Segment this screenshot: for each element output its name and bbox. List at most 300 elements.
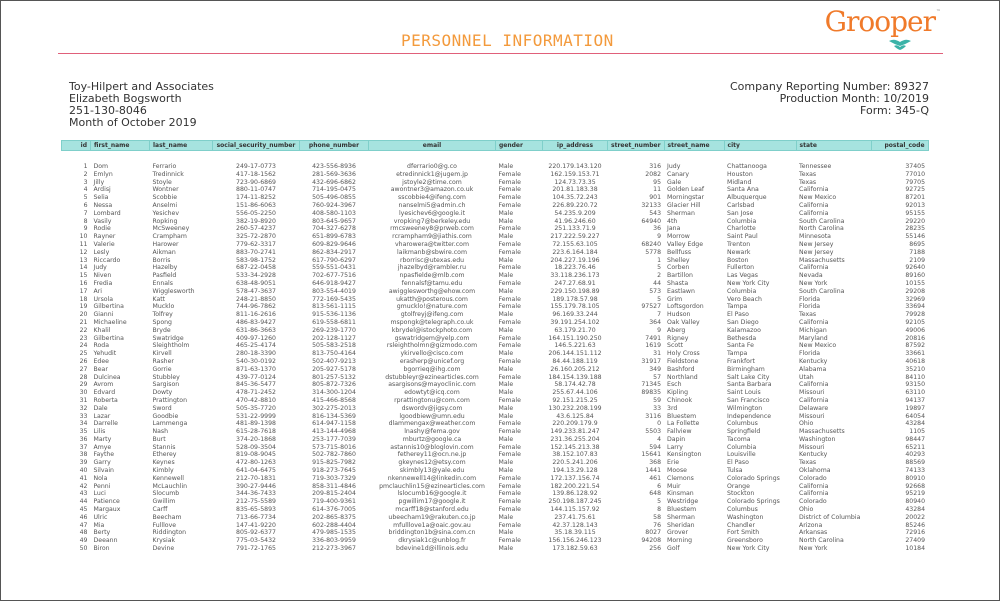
cell-first-name: Niven bbox=[93, 272, 112, 280]
cell-email: dferrario0@g.co bbox=[407, 163, 457, 170]
cell-email: pgwillim17@google.it bbox=[398, 498, 466, 506]
cell-city: Greensboro bbox=[727, 537, 763, 545]
cell-phone-number: 573-715-8016 bbox=[312, 443, 356, 451]
cell-gender: Female bbox=[498, 498, 521, 506]
table-row bbox=[62, 413, 929, 421]
cell-state: Missouri bbox=[799, 412, 825, 420]
cell-last-name: Wontner bbox=[152, 186, 179, 194]
cell-street-name: Oak Valley bbox=[667, 318, 700, 326]
cell-postal-code: 80910 bbox=[905, 474, 926, 482]
cell-state: Texas bbox=[799, 459, 817, 467]
cell-phone-number: 479-985-1535 bbox=[312, 529, 356, 537]
cell-street-number: 573 bbox=[649, 287, 662, 295]
cell-phone-number: 617-790-6297 bbox=[312, 256, 356, 264]
cell-postal-code: 40618 bbox=[905, 357, 926, 365]
cell-state: Arizona bbox=[799, 521, 823, 529]
cell-id: 46 bbox=[79, 513, 88, 521]
cell-street-name: Morrow bbox=[667, 233, 690, 241]
column-header-state: state bbox=[796, 141, 871, 151]
cell-state: California bbox=[799, 396, 829, 404]
cell-postal-code: 79705 bbox=[905, 178, 926, 186]
cell-phone-number: 862-834-2917 bbox=[312, 248, 356, 256]
cell-ip-address: 220.209.179.9 bbox=[552, 420, 598, 428]
cell-street-number: 5503 bbox=[645, 428, 662, 436]
cell-gender: Female bbox=[498, 186, 521, 194]
column-header-email: email bbox=[369, 141, 496, 151]
cell-city: Kalamazoo bbox=[727, 326, 761, 334]
cell-phone-number: 858-311-4846 bbox=[312, 482, 356, 490]
cell-email: dkrysiak1c@unblog.fr bbox=[398, 537, 466, 545]
cell-postal-code: 93150 bbox=[905, 381, 926, 389]
cell-street-name: 3rd bbox=[667, 404, 678, 412]
cell-social-security-number: 439-77-0124 bbox=[236, 373, 276, 381]
cell-postal-code: 80940 bbox=[905, 498, 926, 506]
cell-ip-address: 156.156.246.123 bbox=[548, 537, 602, 545]
cell-last-name: Keynes bbox=[152, 459, 175, 467]
cell-social-security-number: 505-35-7720 bbox=[236, 404, 276, 412]
cell-gender: Female bbox=[498, 506, 521, 514]
cell-ip-address: 104.35.72.243 bbox=[552, 194, 598, 202]
cell-first-name: Berty bbox=[93, 529, 111, 537]
cell-social-security-number: 344-36-7433 bbox=[236, 490, 276, 498]
logo-brand bbox=[825, 7, 941, 37]
cell-city: Saint Paul bbox=[727, 233, 758, 241]
cell-id: 8 bbox=[83, 217, 88, 225]
cell-state: New Mexico bbox=[799, 194, 837, 202]
cell-street-name: Kensington bbox=[667, 451, 702, 459]
cell-postal-code: 10155 bbox=[905, 279, 926, 287]
cell-street-name: Shasta bbox=[667, 279, 689, 287]
cell-social-security-number: 779-62-3317 bbox=[236, 240, 276, 248]
cell-first-name: Ardisj bbox=[93, 186, 111, 194]
cell-social-security-number: 481-89-1398 bbox=[236, 420, 276, 428]
header-divider bbox=[58, 53, 943, 54]
cell-street-name: Chinook bbox=[667, 396, 693, 404]
cell-last-name: Gwillim bbox=[152, 498, 176, 506]
cell-first-name: Fredia bbox=[93, 279, 113, 287]
cell-id: 14 bbox=[79, 264, 88, 272]
cell-first-name: Lombard bbox=[93, 209, 121, 217]
cell-street-number: 11 bbox=[653, 186, 662, 194]
table-row bbox=[62, 381, 929, 389]
cell-state: California bbox=[799, 201, 829, 209]
cell-first-name: Marty bbox=[93, 435, 112, 443]
cell-last-name: Burt bbox=[152, 435, 166, 443]
column-header-gender: gender bbox=[496, 141, 543, 151]
cell-social-security-number: 811-16-2616 bbox=[236, 311, 276, 319]
cell-street-number: 8027 bbox=[645, 529, 662, 537]
cell-state: California bbox=[799, 318, 829, 326]
cell-city: Houston bbox=[727, 170, 753, 178]
cell-street-number: 15641 bbox=[641, 451, 662, 459]
cell-state: Massachusetts bbox=[799, 428, 845, 436]
cell-first-name: Nola bbox=[93, 474, 108, 482]
cell-gender: Male bbox=[498, 435, 514, 443]
cell-state: Florida bbox=[799, 303, 821, 311]
cell-phone-number: 719-400-9361 bbox=[312, 498, 356, 506]
table-header-row bbox=[62, 141, 929, 151]
cell-street-name: Judy bbox=[667, 163, 681, 170]
cell-ip-address: 26.160.205.212 bbox=[550, 365, 600, 373]
cell-ip-address: 229.150.198.89 bbox=[550, 287, 600, 295]
cell-city: Chattanooga bbox=[727, 163, 767, 170]
cell-last-name: McLauchlin bbox=[152, 482, 188, 490]
cell-id: 9 bbox=[83, 225, 88, 233]
cell-street-number: 6 bbox=[657, 482, 662, 490]
cell-id: 47 bbox=[79, 521, 88, 529]
cell-ip-address: 139.86.128.92 bbox=[552, 490, 598, 498]
cell-email: rsleightholmn@gizmodo.com bbox=[386, 342, 478, 350]
cell-city: Independence bbox=[727, 412, 772, 420]
cell-id: 34 bbox=[79, 420, 88, 428]
cell-social-security-number: 147-41-9220 bbox=[236, 521, 276, 529]
cell-city: Fort Smith bbox=[727, 529, 760, 537]
cell-state: Kentucky bbox=[799, 357, 828, 365]
company-info bbox=[69, 81, 214, 129]
cell-gender: Male bbox=[498, 287, 514, 295]
cell-street-number: 1619 bbox=[645, 342, 662, 350]
cell-gender: Male bbox=[498, 256, 514, 264]
cell-postal-code: 85246 bbox=[905, 521, 926, 529]
cell-first-name: Lilis bbox=[93, 428, 106, 436]
cell-city: Newark bbox=[727, 248, 751, 256]
personnel-table bbox=[61, 140, 929, 553]
cell-ip-address: 146.5.221.63 bbox=[554, 342, 596, 350]
cell-state: Minnesota bbox=[799, 233, 831, 241]
cell-id: 42 bbox=[79, 482, 88, 490]
table-row bbox=[62, 296, 929, 304]
cell-ip-address: 124.73.73.35 bbox=[554, 178, 596, 186]
cell-gender: Male bbox=[498, 545, 514, 553]
logo-waves-icon bbox=[887, 38, 913, 50]
cell-last-name: Gorrie bbox=[152, 365, 172, 373]
cell-id: 50 bbox=[79, 545, 88, 553]
cell-first-name: Dulcinea bbox=[93, 373, 121, 381]
cell-phone-number: 805-872-7326 bbox=[312, 381, 356, 389]
table-row bbox=[62, 428, 929, 436]
cell-postal-code: 33694 bbox=[905, 303, 926, 311]
table-row bbox=[62, 194, 929, 202]
cell-email: dlammengax@weather.com bbox=[388, 420, 476, 428]
cell-email: rcrampham9@jiathis.com bbox=[392, 233, 472, 241]
cell-phone-number: 915-536-1136 bbox=[312, 311, 356, 319]
cell-id: 19 bbox=[79, 303, 88, 311]
cell-street-number: 9 bbox=[657, 326, 662, 334]
cell-phone-number: 415-466-8568 bbox=[312, 396, 356, 404]
cell-last-name: Lammenga bbox=[152, 420, 188, 428]
cell-street-number: 0 bbox=[657, 420, 662, 428]
cell-social-security-number: 390-27-9446 bbox=[236, 482, 276, 490]
cell-id: 20 bbox=[79, 311, 88, 319]
cell-phone-number: 202-865-8375 bbox=[312, 513, 356, 521]
cell-city: Washington bbox=[727, 513, 764, 521]
cell-phone-number: 336-803-9959 bbox=[312, 537, 356, 545]
cell-postal-code: 92013 bbox=[905, 201, 926, 209]
cell-email: dswordv@jigsy.com bbox=[401, 404, 463, 412]
table-row bbox=[62, 179, 929, 187]
cell-state: Texas bbox=[799, 170, 817, 178]
table-row bbox=[62, 257, 929, 265]
cell-id: 31 bbox=[79, 396, 88, 404]
cell-gender: Male bbox=[498, 389, 514, 397]
cell-postal-code: 43284 bbox=[905, 506, 926, 514]
cell-gender: Male bbox=[498, 459, 514, 467]
cell-city: Louisville bbox=[727, 451, 756, 459]
cell-street-name: Corben bbox=[667, 264, 690, 272]
cell-street-number: 3116 bbox=[645, 412, 662, 420]
cell-street-number: 9 bbox=[657, 233, 662, 241]
cell-phone-number: 602-288-4404 bbox=[312, 521, 356, 529]
cell-city: Santa Barbara bbox=[727, 381, 772, 389]
cell-city: Columbia bbox=[727, 287, 757, 295]
cell-social-security-number: 805-92-6377 bbox=[236, 529, 276, 537]
cell-id: 29 bbox=[79, 381, 88, 389]
company-name: Toy-Hilpert and Associates bbox=[69, 80, 214, 93]
cell-phone-number: 269-239-1770 bbox=[312, 326, 356, 334]
cell-street-number: 32133 bbox=[641, 201, 662, 209]
page-title: PERSONNEL INFORMATION bbox=[401, 31, 614, 50]
cell-city: Vero Beach bbox=[727, 295, 762, 303]
cell-email: skimbly13@yale.edu bbox=[399, 467, 465, 475]
cell-city: Columbus bbox=[727, 420, 758, 428]
cell-gender: Male bbox=[498, 233, 514, 241]
cell-social-security-number: 791-72-1765 bbox=[236, 545, 276, 553]
table-row bbox=[62, 475, 929, 483]
cell-state: Missouri bbox=[799, 389, 825, 397]
cell-state: Kentucky bbox=[799, 451, 828, 459]
table-row bbox=[62, 350, 929, 358]
cell-first-name: Margaux bbox=[93, 506, 121, 514]
cell-city: Chandler bbox=[727, 521, 755, 529]
cell-street-name: Erie bbox=[667, 459, 680, 467]
cell-email: kbrydel@istockphoto.com bbox=[391, 326, 473, 334]
cell-gender: Female bbox=[498, 342, 521, 350]
cell-gender: Female bbox=[498, 178, 521, 186]
cell-email: lyesichev6@google.it bbox=[398, 209, 466, 217]
report-info bbox=[730, 81, 929, 117]
cell-social-security-number: 472-80-1263 bbox=[236, 459, 276, 467]
cell-street-name: Jana bbox=[667, 225, 681, 233]
column-header-phone-number: phone_number bbox=[300, 141, 369, 151]
cell-social-security-number: 374-20-1868 bbox=[236, 435, 276, 443]
cell-last-name: Sleightholm bbox=[152, 342, 190, 350]
cell-email: lgoodbiew@umn.edu bbox=[399, 412, 465, 420]
cell-street-number: 89835 bbox=[641, 389, 662, 397]
cell-email: mspongk@telegraph.co.uk bbox=[390, 318, 474, 326]
cell-email: mfulllove1a@oaic.gov.au bbox=[393, 521, 471, 529]
cell-city: Bethesda bbox=[727, 334, 757, 342]
cell-city: Springfield bbox=[727, 428, 761, 436]
contact-phone: 251-130-8046 bbox=[69, 104, 147, 117]
cell-state: Texas bbox=[799, 311, 817, 319]
cell-postal-code: 95219 bbox=[905, 490, 926, 498]
cell-email: ykirvello@cisco.com bbox=[400, 350, 464, 358]
cell-email: ubeecham19@rakuten.co.jp bbox=[388, 513, 476, 521]
cell-last-name: McSweeney bbox=[152, 225, 190, 233]
cell-social-security-number: 533-34-2928 bbox=[236, 272, 276, 280]
cell-postal-code: 84110 bbox=[905, 373, 926, 381]
cell-city: Tacoma bbox=[727, 435, 751, 443]
table-row bbox=[62, 327, 929, 335]
cell-first-name: Rayner bbox=[93, 233, 116, 241]
cell-email: awontner3@amazon.co.uk bbox=[390, 186, 474, 194]
cell-state: New Jersey bbox=[799, 240, 834, 248]
cell-gender: Female bbox=[498, 240, 521, 248]
cell-phone-number: 281-569-3636 bbox=[312, 170, 356, 178]
cell-social-security-number: 478-71-2452 bbox=[236, 389, 276, 397]
cell-gender: Male bbox=[498, 217, 514, 225]
table-row bbox=[62, 342, 929, 350]
cell-email: etredinnick1@jugem.jp bbox=[396, 170, 468, 178]
cell-gender: Female bbox=[498, 279, 521, 287]
cell-street-name: Sherman bbox=[667, 209, 695, 217]
cell-state: Utah bbox=[799, 373, 814, 381]
cell-ip-address: 182.200.221.54 bbox=[550, 482, 600, 490]
cell-city: Orange bbox=[727, 482, 750, 490]
cell-postal-code: 92668 bbox=[905, 482, 926, 490]
cell-ip-address: 33.118.236.173 bbox=[550, 272, 600, 280]
cell-city: Columbia bbox=[727, 217, 757, 225]
cell-last-name: Yesichev bbox=[152, 209, 179, 217]
cell-first-name: Luci bbox=[93, 490, 106, 498]
table-row bbox=[62, 319, 929, 327]
cell-gender: Female bbox=[498, 396, 521, 404]
cell-social-security-number: 641-04-6475 bbox=[236, 467, 276, 475]
cell-street-name: Gale bbox=[667, 178, 682, 186]
cell-email: mburtz@google.ca bbox=[402, 435, 462, 443]
cell-id: 37 bbox=[79, 443, 88, 451]
cell-city: San Jose bbox=[727, 209, 754, 217]
cell-ip-address: 237.41.75.61 bbox=[554, 513, 596, 521]
cell-phone-number: 918-273-7645 bbox=[312, 467, 356, 475]
cell-social-security-number: 631-86-3663 bbox=[236, 326, 276, 334]
cell-ip-address: 41.96.246.60 bbox=[554, 217, 596, 225]
cell-email: awigglesworthg@ehow.com bbox=[388, 287, 476, 295]
cell-ip-address: 144.115.157.92 bbox=[550, 506, 600, 514]
cell-ip-address: 39.191.254.102 bbox=[550, 318, 600, 326]
cell-postal-code: 33661 bbox=[905, 350, 926, 358]
cell-street-number: 1441 bbox=[645, 467, 662, 475]
cell-phone-number: 212-273-3967 bbox=[312, 545, 356, 553]
cell-phone-number: 915-825-7982 bbox=[312, 459, 356, 467]
cell-email: mcarff18@stanford.edu bbox=[395, 506, 469, 514]
contact-name: Elizabeth Bogsworth bbox=[69, 92, 182, 105]
cell-street-name: Westridge bbox=[667, 498, 699, 506]
cell-street-number: 5 bbox=[657, 295, 662, 303]
cell-state: District of Columbia bbox=[799, 513, 861, 521]
cell-id: 18 bbox=[79, 295, 88, 303]
cell-postal-code: 95155 bbox=[905, 209, 926, 217]
cell-street-name: Scott bbox=[667, 342, 683, 350]
cell-street-name: Dapin bbox=[667, 435, 686, 443]
cell-ip-address: 54.235.9.209 bbox=[554, 209, 596, 217]
cell-email: bgorrieq@ihg.com bbox=[403, 365, 461, 373]
cell-phone-number: 314-300-1204 bbox=[312, 389, 356, 397]
cell-phone-number: 505-496-0855 bbox=[312, 194, 356, 202]
cell-first-name: Riccardo bbox=[93, 256, 121, 264]
cell-gender: Female bbox=[498, 428, 521, 436]
cell-street-name: Northland bbox=[667, 373, 698, 381]
cell-street-name: Bartillon bbox=[667, 272, 693, 280]
cell-ip-address: 231.36.255.204 bbox=[550, 435, 600, 443]
cell-phone-number: 205-927-5178 bbox=[312, 365, 356, 373]
table-row bbox=[62, 514, 929, 522]
cell-email: jstoyle2@time.com bbox=[402, 178, 462, 186]
cell-id: 10 bbox=[79, 233, 88, 241]
cell-street-number: 461 bbox=[649, 474, 662, 482]
cell-id: 1 bbox=[83, 163, 88, 170]
cell-city: Tulsa bbox=[727, 467, 743, 475]
table-row bbox=[62, 241, 929, 249]
cell-city: San Francisco bbox=[727, 396, 770, 404]
cell-ip-address: 220.179.143.120 bbox=[548, 163, 602, 170]
cell-social-security-number: 775-03-5432 bbox=[236, 537, 276, 545]
cell-ip-address: 18.223.76.46 bbox=[554, 264, 596, 272]
cell-id: 41 bbox=[79, 474, 88, 482]
cell-last-name: Prattington bbox=[152, 396, 188, 404]
table-spacer bbox=[62, 151, 929, 164]
table-row bbox=[62, 358, 929, 366]
cell-street-name: Grover bbox=[667, 529, 689, 537]
cell-email: lnashy@fema.gov bbox=[404, 428, 460, 436]
cell-last-name: Sargison bbox=[152, 381, 180, 389]
cell-last-name: Beecham bbox=[152, 513, 182, 521]
cell-id: 15 bbox=[79, 272, 88, 280]
cell-street-name: Esch bbox=[667, 381, 682, 389]
cell-social-security-number: 151-86-6063 bbox=[236, 201, 276, 209]
cell-postal-code: 64054 bbox=[905, 412, 926, 420]
table-row bbox=[62, 288, 929, 296]
cell-street-number: 648 bbox=[649, 490, 662, 498]
cell-last-name: Pasfield bbox=[152, 272, 177, 280]
cell-street-name: Clemons bbox=[667, 474, 694, 482]
cell-phone-number: 505-583-2518 bbox=[312, 342, 356, 350]
cell-ip-address: 43.6.125.84 bbox=[556, 412, 594, 420]
cell-state: New York bbox=[799, 279, 828, 287]
cell-gender: Female bbox=[498, 482, 521, 490]
cell-street-name: Loftsgordon bbox=[667, 303, 704, 311]
cell-first-name: Amye bbox=[93, 443, 112, 451]
cell-street-number: 2 bbox=[657, 272, 662, 280]
cell-street-name: Eastlawn bbox=[667, 287, 695, 295]
cell-ip-address: 201.81.183.38 bbox=[552, 186, 598, 194]
cell-id: 11 bbox=[79, 240, 88, 248]
cell-street-name: 4th bbox=[667, 217, 678, 225]
cell-social-security-number: 819-08-9045 bbox=[236, 451, 276, 459]
cell-ip-address: 251.133.71.9 bbox=[554, 225, 596, 233]
cell-street-number: 94208 bbox=[641, 537, 662, 545]
cell-last-name: Fulllove bbox=[152, 521, 177, 529]
cell-postal-code: 35210 bbox=[905, 365, 926, 373]
cell-gender: Female bbox=[498, 420, 521, 428]
cell-id: 17 bbox=[79, 287, 88, 295]
cell-last-name: Sword bbox=[152, 404, 172, 412]
cell-phone-number: 651-899-6783 bbox=[312, 233, 356, 241]
cell-gender: Female bbox=[498, 521, 521, 529]
cell-first-name: Silvain bbox=[93, 467, 114, 475]
cell-ip-address: 194.13.29.128 bbox=[552, 467, 598, 475]
table-row bbox=[62, 311, 929, 319]
cell-social-security-number: 212-70-1831 bbox=[236, 474, 276, 482]
cell-ip-address: 247.27.68.91 bbox=[554, 279, 596, 287]
cell-city: Wilmington bbox=[727, 404, 763, 412]
cell-email: gswatridgem@yelp.com bbox=[394, 334, 470, 342]
cell-postal-code: 92725 bbox=[905, 186, 926, 194]
cell-postal-code: 89160 bbox=[905, 272, 926, 280]
form-number: Form: 345-Q bbox=[860, 104, 929, 117]
cell-ip-address: 250.198.187.245 bbox=[548, 498, 602, 506]
cell-phone-number: 614-947-1158 bbox=[312, 420, 356, 428]
